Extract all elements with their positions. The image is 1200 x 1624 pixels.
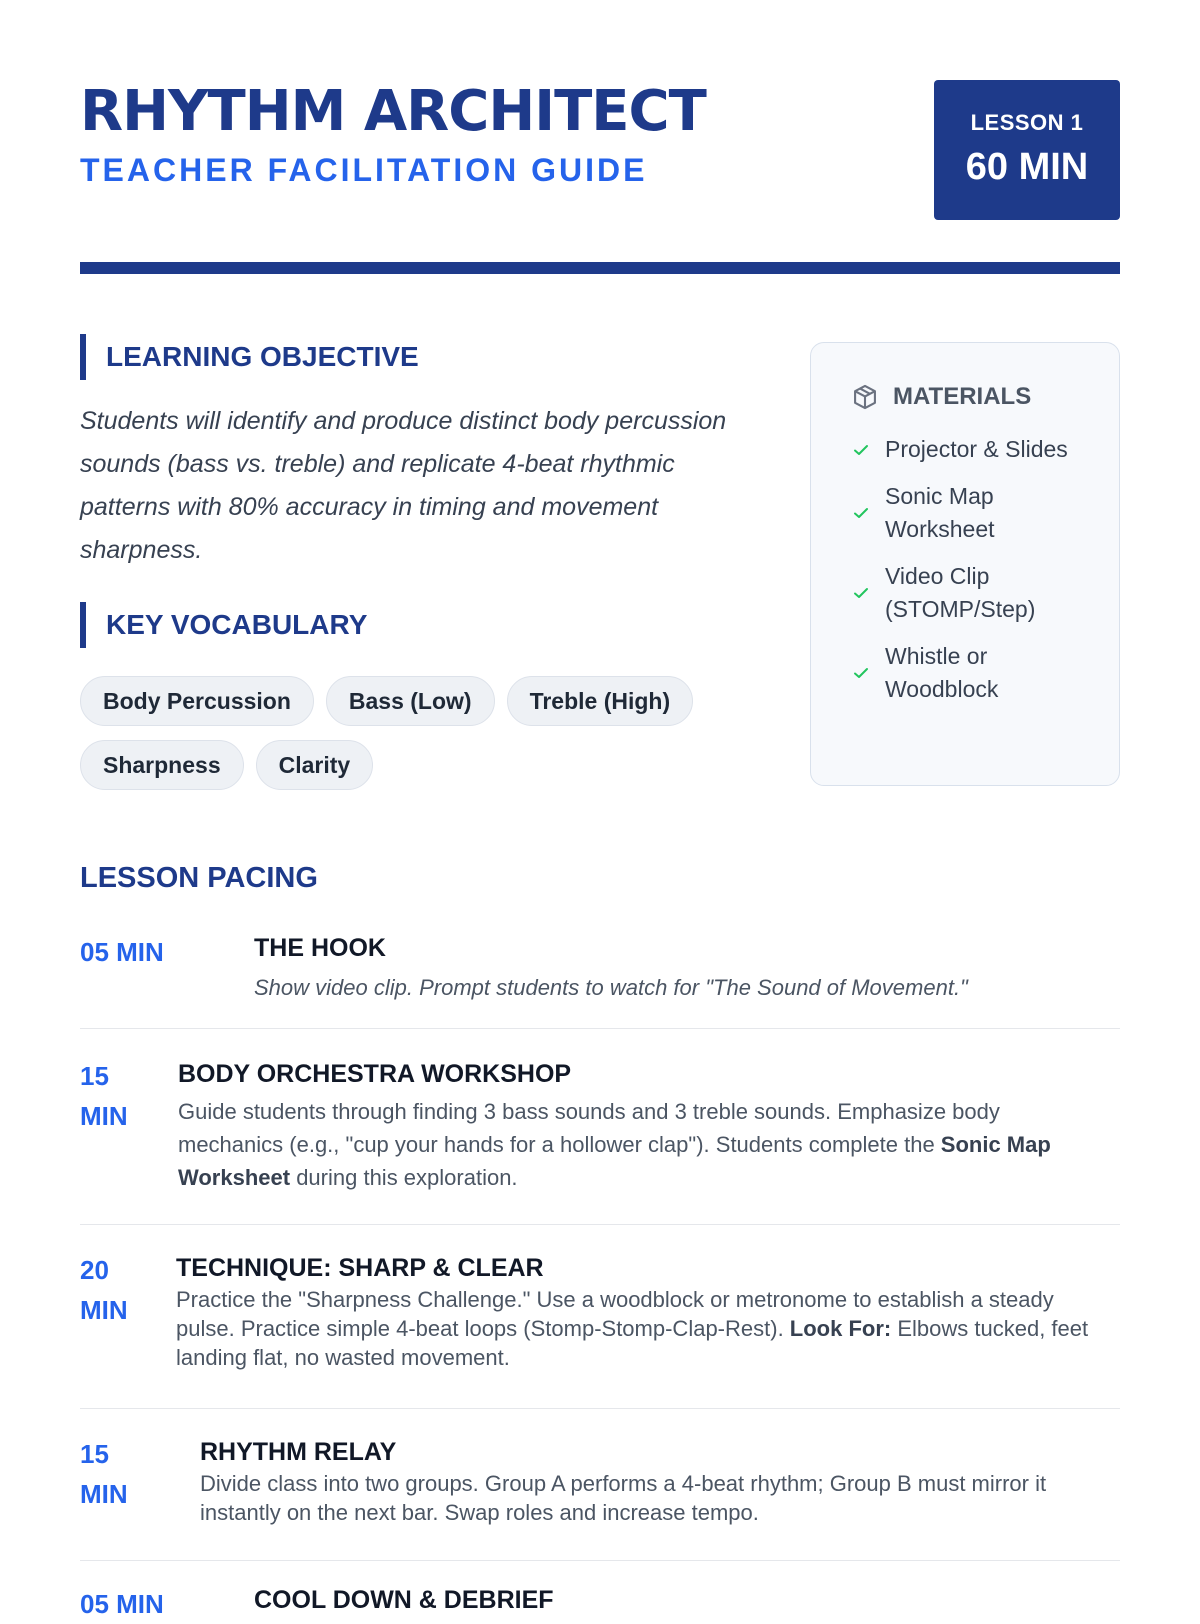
materials-item-label: Sonic Map Worksheet: [885, 483, 995, 542]
pacing-time: 15 MIN: [80, 1061, 128, 1131]
pacing-body: [254, 934, 1120, 1001]
pacing-time: 05 MIN: [80, 937, 164, 967]
pacing-body: [178, 1060, 1098, 1194]
lesson-badge: [934, 80, 1120, 220]
pacing-description: Divide class into two groups. Group A performs a 4-beat rhythm; Group B must mirror it instantly on the next bar. Swap roles and increase tempo.: [200, 1471, 1047, 1525]
vocabulary-chips: [80, 676, 780, 804]
vocab-chip: Bass (Low): [326, 676, 495, 726]
check-icon: [853, 665, 869, 681]
pacing-row: [80, 924, 1120, 1029]
pacing-description: Show video clip. Prompt students to watch for "The Sound of Movement.": [254, 975, 968, 1000]
pacing-title: TECHNIQUE: SHARP & CLEAR: [176, 1254, 544, 1282]
lesson-duration: 60 MIN: [965, 146, 1089, 188]
pacing-time: 20 MIN: [80, 1255, 128, 1325]
pacing-row: [80, 1250, 1120, 1409]
materials-card: [810, 342, 1120, 786]
pacing-title: RHYTHM RELAY: [200, 1438, 397, 1466]
pacing-title: COOL DOWN & DEBRIEF: [254, 1586, 554, 1614]
guide-page: [80, 0, 1120, 1619]
materials-item-label: Projector & Slides: [885, 436, 1068, 462]
materials-list: [853, 433, 1103, 720]
pacing-description: Guide students through finding 3 bass sounds and 3 treble sounds. Emphasize body mechanics (e.g., "cup your hands for a hollower clap"). Students complete the Sonic Map Worksheet during this exploration.: [178, 1099, 1051, 1190]
page-subtitle: TEACHER FACILITATION GUIDE: [80, 152, 648, 188]
vocab-chip: Body Percussion: [80, 676, 314, 726]
materials-heading: MATERIALS: [893, 383, 1032, 410]
pacing-title: BODY ORCHESTRA WORKSHOP: [178, 1060, 572, 1088]
vocab-chip: Treble (High): [507, 676, 694, 726]
materials-item: [853, 433, 1103, 466]
pacing-description: Practice the "Sharpness Challenge." Use a woodblock or metronome to establish a steady pulse. Practice simple 4-beat loops (Stomp-Stomp-Clap-Rest). Look For: Elbows tucked, feet landing flat, no wasted movement.: [176, 1287, 1089, 1370]
lesson-number: LESSON 1: [970, 110, 1084, 135]
materials-item-label: Whistle or Woodblock: [885, 643, 999, 702]
pacing-row: [80, 1584, 1120, 1624]
pacing-body: [254, 1586, 1120, 1615]
materials-header: [851, 383, 1031, 411]
pacing-time: 05 MIN: [80, 1589, 164, 1619]
vocab-chip: Sharpness: [80, 740, 244, 790]
check-icon: [853, 505, 869, 521]
pacing-title: THE HOOK: [254, 934, 386, 962]
page-title: RHYTHM ARCHITECT: [80, 79, 706, 144]
pacing-row: [80, 1434, 1120, 1561]
pacing-row: [80, 1052, 1120, 1225]
check-icon: [853, 585, 869, 601]
box-icon: [851, 383, 879, 411]
materials-item: [853, 560, 1103, 626]
pacing-heading: LESSON PACING: [80, 862, 318, 894]
pacing-time: 15 MIN: [80, 1439, 128, 1509]
pacing-body: [176, 1254, 1116, 1372]
vocabulary-heading: KEY VOCABULARY: [80, 602, 367, 648]
materials-item-label: Video Clip (STOMP/Step): [885, 563, 1036, 622]
objective-heading: LEARNING OBJECTIVE: [80, 334, 419, 380]
materials-item: [853, 640, 1103, 706]
objective-text: Students will identify and produce distinct body percussion sounds (bass vs. treble) and replicate 4-beat rhythmic patterns with 80% accuracy in timing and movement sharpness.: [80, 407, 727, 564]
vocab-chip: Clarity: [256, 740, 374, 790]
header-divider: [80, 262, 1120, 274]
check-icon: [853, 442, 869, 458]
pacing-body: [200, 1438, 1120, 1527]
materials-item: [853, 480, 1103, 546]
